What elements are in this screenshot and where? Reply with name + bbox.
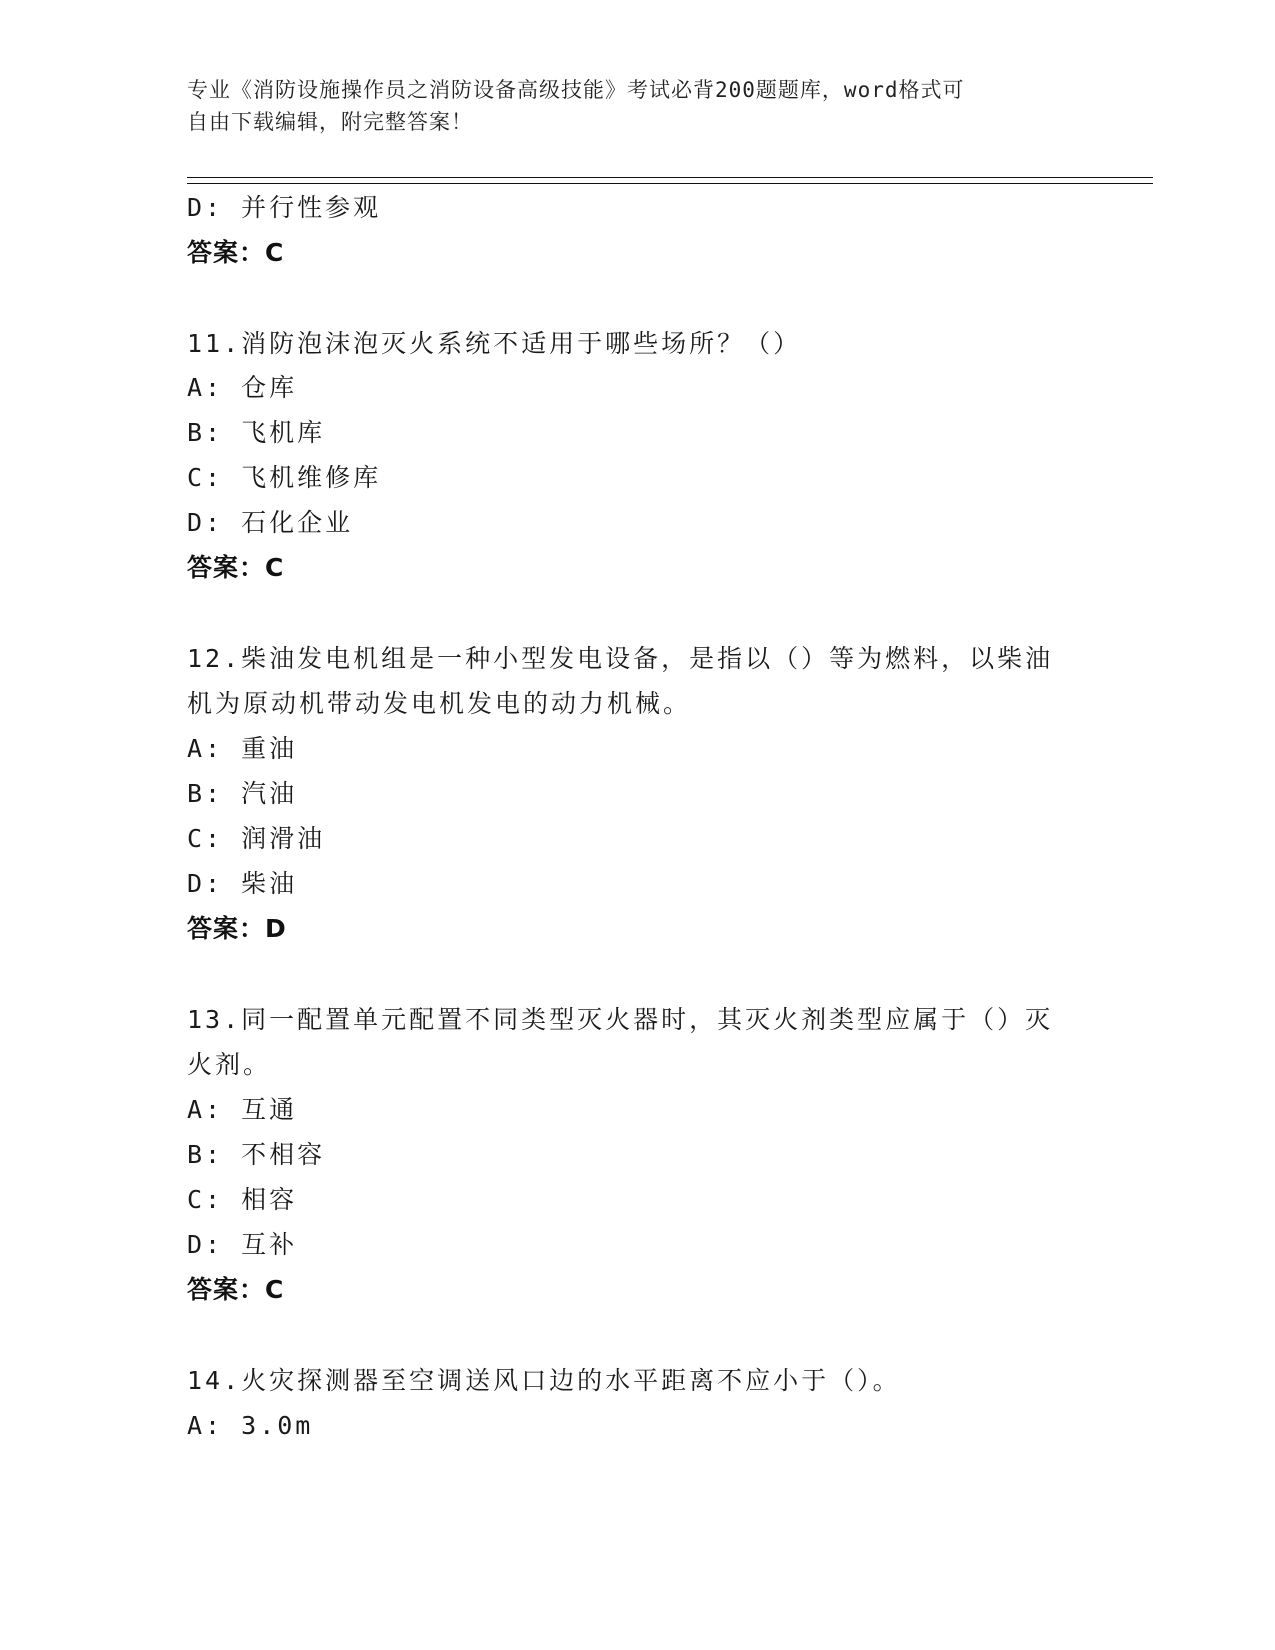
- document-header: [187, 74, 1067, 138]
- header-divider-top: [187, 177, 1153, 178]
- q13-stem-line-1: 13.同一配置单元配置不同类型灭火器时，其灭火剂类型应属于（）灭: [187, 1005, 1054, 1034]
- q11-stem: 11.消防泡沫泡灭火系统不适用于哪些场所？（）: [187, 329, 802, 358]
- q12-stem-line-2: 机为原动机带动发电机发电的动力机械。: [187, 689, 692, 718]
- q13-option-d: D: 互补: [187, 1230, 298, 1259]
- header-title-line-2: 自由下载编辑，附完整答案！: [187, 110, 473, 134]
- q12-answer: 答案：D: [187, 914, 287, 943]
- q11-option-c: C: 飞机维修库: [187, 463, 382, 492]
- header-divider-bottom: [187, 183, 1153, 184]
- q12-option-a: A: 重油: [187, 734, 298, 763]
- q13-option-c: C: 相容: [187, 1185, 298, 1214]
- q13-stem-line-2: 火剂。: [187, 1050, 272, 1079]
- q13-answer: 答案：C: [187, 1275, 285, 1304]
- q11-answer: 答案：C: [187, 553, 285, 582]
- prev-answer: 答案：C: [187, 238, 285, 267]
- q12-option-c: C: 润滑油: [187, 824, 326, 853]
- q12-stem-line-1: 12.柴油发电机组是一种小型发电设备，是指以（）等为燃料，以柴油: [187, 644, 1054, 673]
- q12-option-b: B: 汽油: [187, 779, 298, 808]
- header-title-line-1: 专业《消防设施操作员之消防设备高级技能》考试必背200题题库，word格式可: [187, 78, 965, 102]
- q14-stem: 14.火灾探测器至空调送风口边的水平距离不应小于（）。: [187, 1366, 901, 1395]
- q13-option-b: B: 不相容: [187, 1140, 326, 1169]
- q12-option-d: D: 柴油: [187, 869, 298, 898]
- q11-option-d: D: 石化企业: [187, 508, 354, 537]
- q14-option-a: A: 3.0m: [187, 1411, 314, 1440]
- prev-option-d: D: 并行性参观: [187, 193, 382, 222]
- q11-option-b: B: 飞机库: [187, 418, 326, 447]
- q13-option-a: A: 互通: [187, 1095, 298, 1124]
- q11-option-a: A: 仓库: [187, 373, 298, 402]
